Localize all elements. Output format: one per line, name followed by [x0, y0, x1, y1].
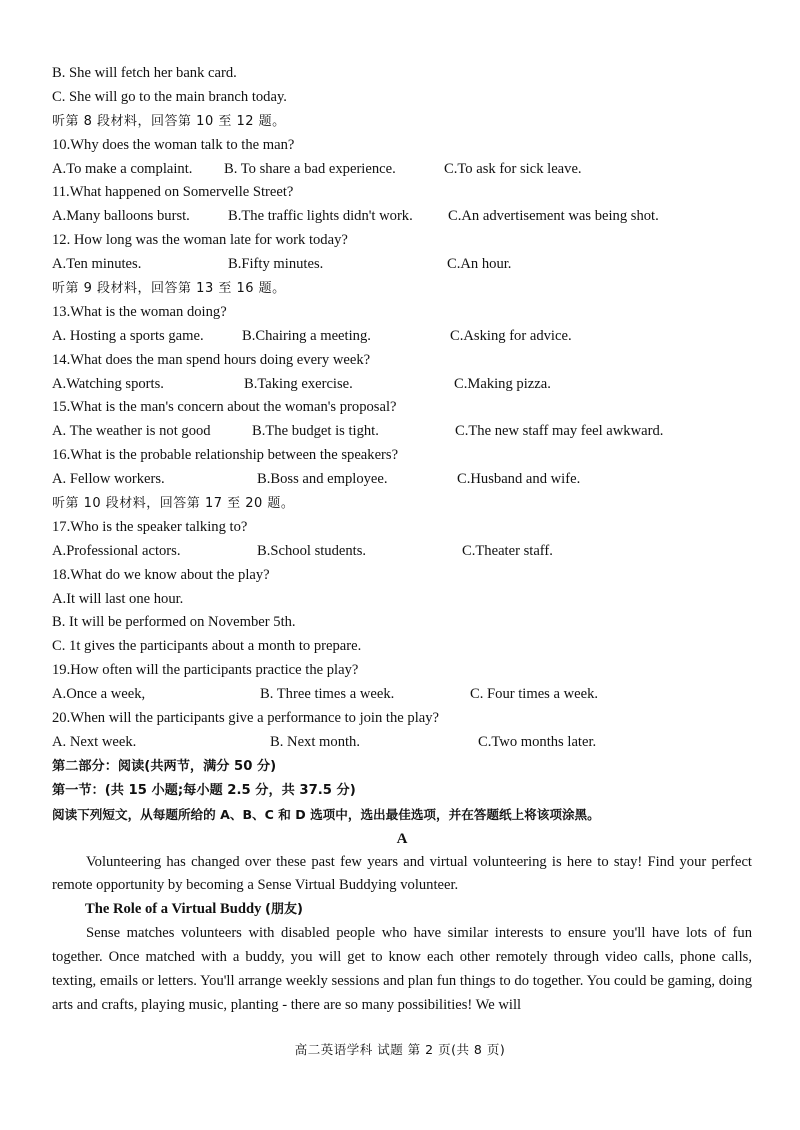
option-c: C.Making pizza. — [454, 375, 551, 392]
options-row-16 — [52, 468, 752, 492]
option-a: A. Hosting a sports game. — [52, 327, 204, 344]
option-c: C.The new staff may feel awkward. — [455, 423, 664, 440]
question-12: 12. How long was the woman late for work today? — [52, 232, 348, 249]
options-row-14 — [52, 373, 752, 397]
section-instruction: 听第 10 段材料，回答第 17 至 20 题。 — [52, 496, 295, 512]
option-a: A. Next week. — [52, 733, 137, 750]
option-c: C.Asking for advice. — [450, 327, 572, 344]
options-row-15 — [52, 420, 752, 444]
passage-paragraph — [52, 851, 752, 899]
option-a: A.Professional actors. — [52, 542, 181, 559]
subheading-text: The Role of a Virtual Buddy — [85, 901, 262, 918]
option-a: A.Many balloons burst. — [52, 208, 190, 225]
options-row-17 — [52, 540, 752, 564]
option-b: B.Fifty minutes. — [228, 256, 324, 273]
option-c: C.To ask for sick leave. — [444, 160, 582, 177]
option-b: B.Boss and employee. — [257, 471, 388, 488]
option-b: B. To share a bad experience. — [224, 160, 396, 177]
options-row-11 — [52, 205, 752, 229]
option-a: A.To make a complaint. — [52, 160, 193, 177]
question-19: 19.How often will the participants practice the play? — [52, 662, 359, 679]
option-line: B. It will be performed on November 5th. — [52, 614, 296, 631]
options-row-19 — [52, 683, 752, 707]
question-15: 15.What is the man's concern about the woman's proposal? — [52, 399, 397, 416]
reading-instruction: 阅读下列短文，从每题所给的 A、B、C 和 D 选项中，选出最佳选项，并在答题纸上将该项涂黑。 — [52, 806, 600, 822]
paragraph-text: Volunteering has changed over these past few years and virtual volunteering is here to stay! Find your perfect remote opportunity by becoming a Sense Virtual Buddying volunteer. — [52, 853, 752, 894]
passage-subheading — [52, 898, 752, 922]
option-a: A.Watching sports. — [52, 375, 164, 392]
option-c: C.An hour. — [447, 256, 512, 273]
passage-title: A — [396, 830, 408, 847]
options-row-12 — [52, 253, 752, 277]
options-row-20 — [52, 731, 752, 755]
footer-text: 高二英语学科 试题 第 2 页(共 8 页) — [294, 1042, 506, 1057]
question-10: 10.Why does the woman talk to the man? — [52, 136, 295, 153]
part-heading: 第二部分：阅读(共两节，满分 50 分) — [52, 758, 277, 774]
exam-page — [52, 62, 752, 1018]
option-b: B. Three times a week. — [260, 686, 395, 703]
option-b: B.The traffic lights didn't work. — [228, 208, 413, 225]
option-c: C.Theater staff. — [462, 542, 553, 559]
options-row-13 — [52, 325, 752, 349]
page-footer — [0, 1040, 800, 1058]
question-18: 18.What do we know about the play? — [52, 566, 270, 583]
question-13: 13.What is the woman doing? — [52, 303, 227, 320]
question-11: 11.What happened on Somervelle Street? — [52, 184, 294, 201]
options-row-10 — [52, 158, 752, 182]
option-b: B.Chairing a meeting. — [242, 327, 371, 344]
option-c: C.Two months later. — [478, 733, 597, 750]
section-instruction: 听第 9 段材料，回答第 13 至 16 题。 — [52, 281, 286, 297]
option-line: C. She will go to the main branch today. — [52, 88, 287, 105]
option-line: B. She will fetch her bank card. — [52, 65, 237, 81]
option-b: B.School students. — [257, 542, 367, 559]
option-a: A. The weather is not good — [52, 423, 211, 440]
option-a: A. Fellow workers. — [52, 471, 165, 488]
option-a: A.Ten minutes. — [52, 256, 142, 273]
option-line: C. 1t gives the participants about a month to prepare. — [52, 638, 362, 655]
question-17: 17.Who is the speaker talking to? — [52, 518, 248, 535]
option-b: B. Next month. — [270, 733, 360, 750]
option-c: C.Husband and wife. — [457, 471, 581, 488]
paragraph-text: Sense matches volunteers with disabled people who have similar interests to ensure you'll have lots of fun together. Once matched with a buddy, you will get to know each other remotely through video calls, phone calls, texting, emails or letters. You'll arrange weekly sessions and plan fun things to do together. You could be gaming, doing arts and crafts, playing music, planting - there are so many possibilities! We will — [52, 925, 752, 1013]
section-heading: 第一节：(共 15 小题;每小题 2.5 分，共 37.5 分) — [52, 782, 356, 798]
option-b: B.The budget is tight. — [252, 423, 379, 440]
subheading-gloss: (朋友) — [265, 902, 303, 918]
passage-paragraph — [52, 922, 752, 1018]
question-16: 16.What is the probable relationship between the speakers? — [52, 447, 399, 464]
option-a: A.Once a week, — [52, 686, 146, 703]
option-c: C.An advertisement was being shot. — [448, 208, 659, 225]
option-b: B.Taking exercise. — [244, 375, 353, 392]
option-line: A.It will last one hour. — [52, 590, 184, 607]
option-c: C. Four times a week. — [470, 686, 599, 703]
section-instruction: 听第 8 段材料，回答第 10 至 12 题。 — [52, 113, 286, 129]
question-20: 20.When will the participants give a performance to join the play? — [52, 710, 440, 727]
question-14: 14.What does the man spend hours doing every week? — [52, 351, 371, 368]
